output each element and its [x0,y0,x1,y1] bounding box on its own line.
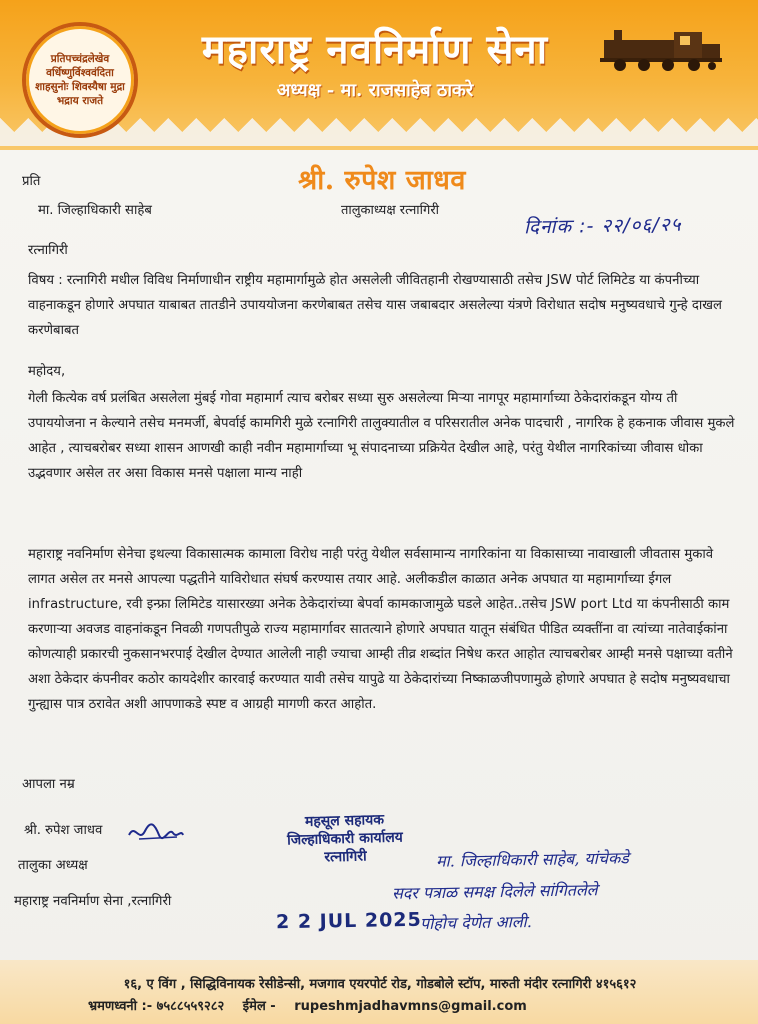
salutation: महोदय, [28,364,66,379]
footer-email[interactable]: rupeshmjadhavmns@gmail.com [294,999,527,1014]
signatory-name: श्री. रुपेश जाधव [24,823,103,838]
footer-contact [88,996,541,1014]
handwritten-note-line-3: पोहोच देणेत आली. [419,912,532,933]
seal-inscription: प्रतिपच्चंद्रलेखेव वर्धिष्णुर्विश्ववंदिता शाहसुनोः शिवस्यैषा मुद्रा भद्राय राजते [35,53,125,107]
subject-line: विषय : रत्नागिरी मधील विविध निर्माणाधीन राष्ट्रीय महामार्गामुळे होत असलेली जीवितहानी रोखण्यासाठी तसेच JSW पोर्ट लिमिटेड या कंपनीच्या वाहनाकडून होणारे अपघात याबाबत तातडीने उपाययोजना करणेबाबत तसेच यास जबाबदार असलेल्या यंत्रणे विरोधात सदोष मनुष्यवधाचे गुन्हे दाखल करणेबाबत [28,273,722,338]
body-paragraph-1: गेली कित्येक वर्ष प्रलंबित असलेला मुंबई गोवा महामार्ग त्याच बरोबर सध्या सुरु असलेल्या मिऱ्या नागपूर महामार्गाच्या ठेकेदारांकडून योग्य ती उपाययोजना न केल्याने तसेच मनमर्जी, बेपर्वाई कामगिरी मुळे रत्नागिरी तालुक्यातील व परिसरातील अनेक पादचारी , नागरिक हे हकनाक जीवास मुकले आहेत , त्याचबरोबर सध्या शासन आणखी काही नवीन महामार्गाच्या भू संपादनाच्या प्रक्रियेत देखील आहे, परंतु येथील नागरिकांच्या जीवास धोका उद्भवणार असेल तर असा विकास मनसे पक्षाला मान्य नाही [28,391,735,481]
shivaji-seal-logo [22,22,138,138]
body-paragraph-2: महाराष्ट्र नवनिर्माण सेनेचा इथल्या विकासात्मक कामाला विरोध नाही परंतु येथील सर्वसामान्य नागरिकांना या विकासाच्या नावाखाली जीवतास मुकावे लागत असेल तर मनसे आपल्या पद्धतीने याविरोधात संघर्ष करण्यास तयार आहे. अलीकडील काळात अनेक अपघात या महामार्गाच्या ईगल infrastructure, रवी इन्फ्रा लिमिटेड यासारख्या अनेक ठेकेदारांच्या बेपर्वा कामकाजामुळे घडले आहेत..तसेच JSW port Ltd या कंपनीसाठी काम करणाऱ्या अवजड वाहनांकडून निवळी गणपतीपुळे राज्य महामार्गावर सातत्याने होणारे अपघात यातून संबंधित पीडित व्यक्तींना वा त्यांच्या नातेवाईकांना कोणत्याही प्रकारची नुकसानभरपाई देखील देण्यात आलेली नाही ज्याचा आम्ही तीव्र शब्दांत निषेध करत आहोत त्याचबरोबर आम्ही मनसे पक्षाच्या वतीने अशा ठेकेदार कंपनीवर कठोर कायदेशीर कारवाई करण्यात यावी तसेच यापुढे या ठेकेदारांच्या निष्काळजीपणामुळे होणारे अपघात हे सदोष मनुष्यवधाचा गुन्ह्यास पात्र ठरावेत अशी आपणाकडे स्पष्ट व आग्रही मागणी करत आहोत. [28,547,733,712]
receipt-stamp [269,810,420,868]
handwritten-note-line-1: मा. जिल्हाधिकारी साहेब, यांचेकडे [435,848,629,871]
party-president-tagline: अध्यक्ष - मा. राजसाहेब ठाकरे [276,80,474,101]
stamp-line-3: रत्नागिरी [324,848,367,866]
sender-designation: तालुकाध्यक्ष रत्नागिरी [340,203,440,218]
footer-phone: भ्रमणध्वनी :- ७५८८५५९२८२ [88,999,225,1014]
prati-label: प्रति [22,174,41,189]
addressee: मा. जिल्हाधिकारी साहेब [38,203,152,218]
stamp-line-2: जिल्हाधिकारी कार्यालय [286,829,404,849]
handwritten-note-line-2: सदर पत्राळ समक्ष दिलेले सांगितलेले [391,880,598,903]
handwritten-date: दिनांक :- २२/०६/२५ [523,213,682,239]
footer-email-label: ईमेल - [242,999,276,1014]
sender-name-banner: श्री. रुपेश जाधव [298,165,466,196]
party-name: महाराष्ट्र नवनिर्माण सेना [201,26,549,73]
stamp-line-1: महसूल सहायक [304,811,385,831]
stamp-date: 2 2 JUL 2025 [275,908,422,934]
footer-address: १६, ए विंग , सिद्धिविनायक रेसीडेन्सी, मजगाव एयरपोर्ट रोड, गोडबोले स्टॉप, मारुती मंदीर रत्नागिरी ४१५६१२ [123,977,637,992]
footer-band [0,960,758,1024]
addressee-place: रत्नागिरी [28,243,68,258]
signatory-role: तालुका अध्यक्ष [18,858,88,873]
handwritten-signature [125,817,185,847]
closing-line: आपला नम्र [22,777,75,792]
signatory-organisation: महाराष्ट्र नवनिर्माण सेना ,रत्नागिरी [14,894,172,909]
railway-engine-logo [598,26,726,72]
